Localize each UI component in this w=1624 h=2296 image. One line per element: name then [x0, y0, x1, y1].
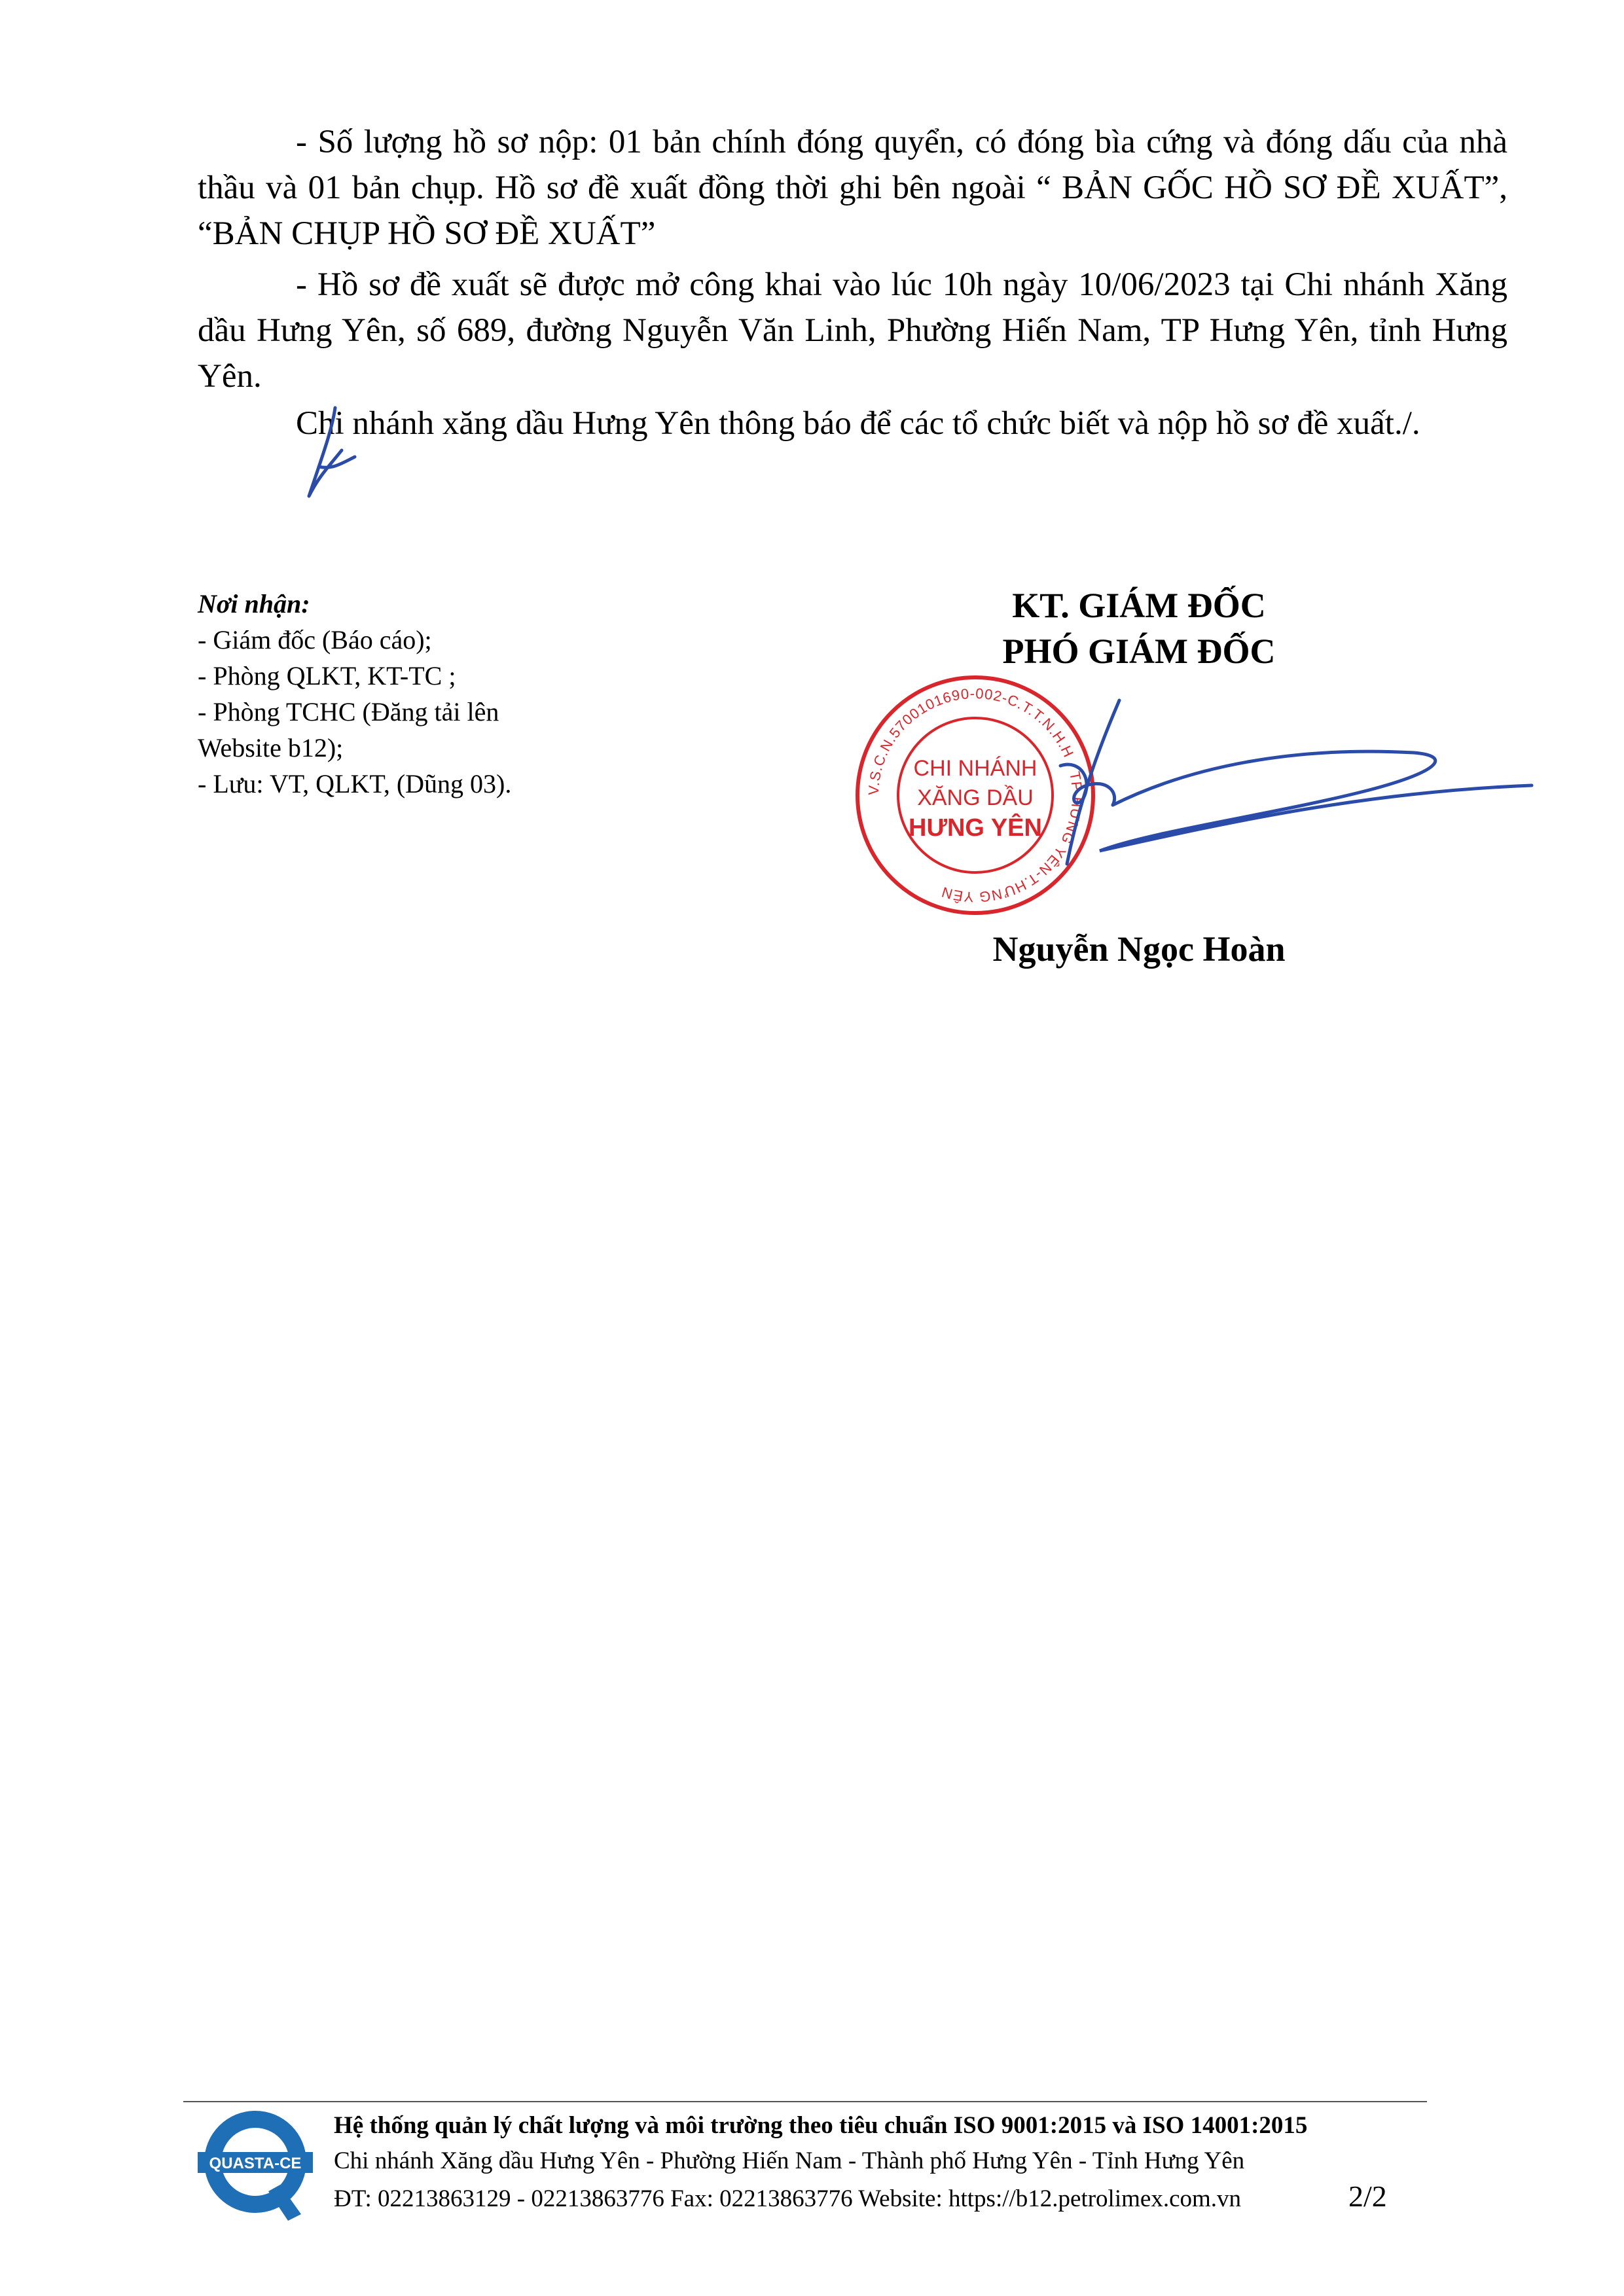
recipients-block — [198, 586, 656, 802]
paragraph-text: - Số lượng hồ sơ nộp: 01 bản chính đóng quyển, có đóng bìa cứng và đóng dấu của nhà thầu và 01 bản chụp. Hồ sơ đề xuất đồng thời ghi bên ngoài “ BẢN GỐC HỒ SƠ ĐỀ XUẤT”, “BẢN CHỤP HỒ SƠ ĐỀ XUẤT” — [198, 124, 1507, 252]
svg-text:XĂNG DẦU: XĂNG DẦU — [917, 785, 1034, 810]
footer-contact-line: ĐT: 02213863129 - 02213863776 Fax: 02213863776 Website: https://b12.petrolimex.com.vn — [334, 2185, 1242, 2212]
quasta-ce-logo-icon — [196, 2106, 314, 2224]
footer-divider — [183, 2101, 1427, 2102]
svg-text:QUASTA-CE: QUASTA-CE — [209, 2155, 302, 2172]
recipient-item: Website b12); — [198, 733, 344, 762]
footer-address-line: Chi nhánh Xăng dầu Hưng Yên - Phường Hiến Nam - Thành phố Hưng Yên - Tỉnh Hưng Yên — [334, 2147, 1245, 2174]
recipients-title: Nơi nhận: — [198, 589, 310, 619]
signature-icon — [1021, 694, 1545, 890]
signature-title-2: PHÓ GIÁM ĐỐC — [1002, 632, 1276, 671]
paragraph-submission-quantity — [198, 119, 1507, 257]
paragraph-text: - Hồ sơ đề xuất sẽ được mở công khai vào lúc 10h ngày 10/06/2023 tại Chi nhánh Xăng dầu Hưng Yên, số 689, đường Nguyễn Văn Linh, Phường Hiến Nam, TP Hưng Yên, tỉnh Hưng Yên. — [198, 266, 1507, 395]
paragraph-text: Chi nhánh xăng dầu Hưng Yên thông báo để các tổ chức biết và nộp hồ sơ đề xuất./. — [296, 405, 1420, 442]
recipient-item: - Phòng TCHC (Đăng tải lên — [198, 697, 499, 726]
recipient-item: - Lưu: VT, QLKT, (Dũng 03). — [198, 769, 512, 798]
paragraph-opening-time — [198, 262, 1507, 399]
initial-mark-icon — [296, 404, 368, 503]
svg-text:V.S.C.N.5700101690-002-C.T.T.N: V.S.C.N.5700101690-002-C.T.T.N.H.H · TP HƯNG YÊN-T.HƯNG YÊN — [865, 685, 1086, 906]
recipient-item: - Phòng QLKT, KT-TC ; — [198, 661, 456, 691]
svg-text:HƯNG YÊN: HƯNG YÊN — [909, 814, 1042, 842]
page-number: 2/2 — [1348, 2179, 1387, 2213]
signature-title-1: KT. GIÁM ĐỐC — [1012, 586, 1266, 625]
recipient-item: - Giám đốc (Báo cáo); — [198, 625, 432, 655]
paragraph-notice — [198, 401, 1507, 446]
svg-text:CHI NHÁNH: CHI NHÁNH — [913, 756, 1038, 781]
signer-name: Nguyễn Ngọc Hoàn — [992, 929, 1286, 969]
footer-iso-line: Hệ thống quản lý chất lượng và môi trường theo tiêu chuẩn ISO 9001:2015 và ISO 14001:2015 — [334, 2112, 1308, 2139]
